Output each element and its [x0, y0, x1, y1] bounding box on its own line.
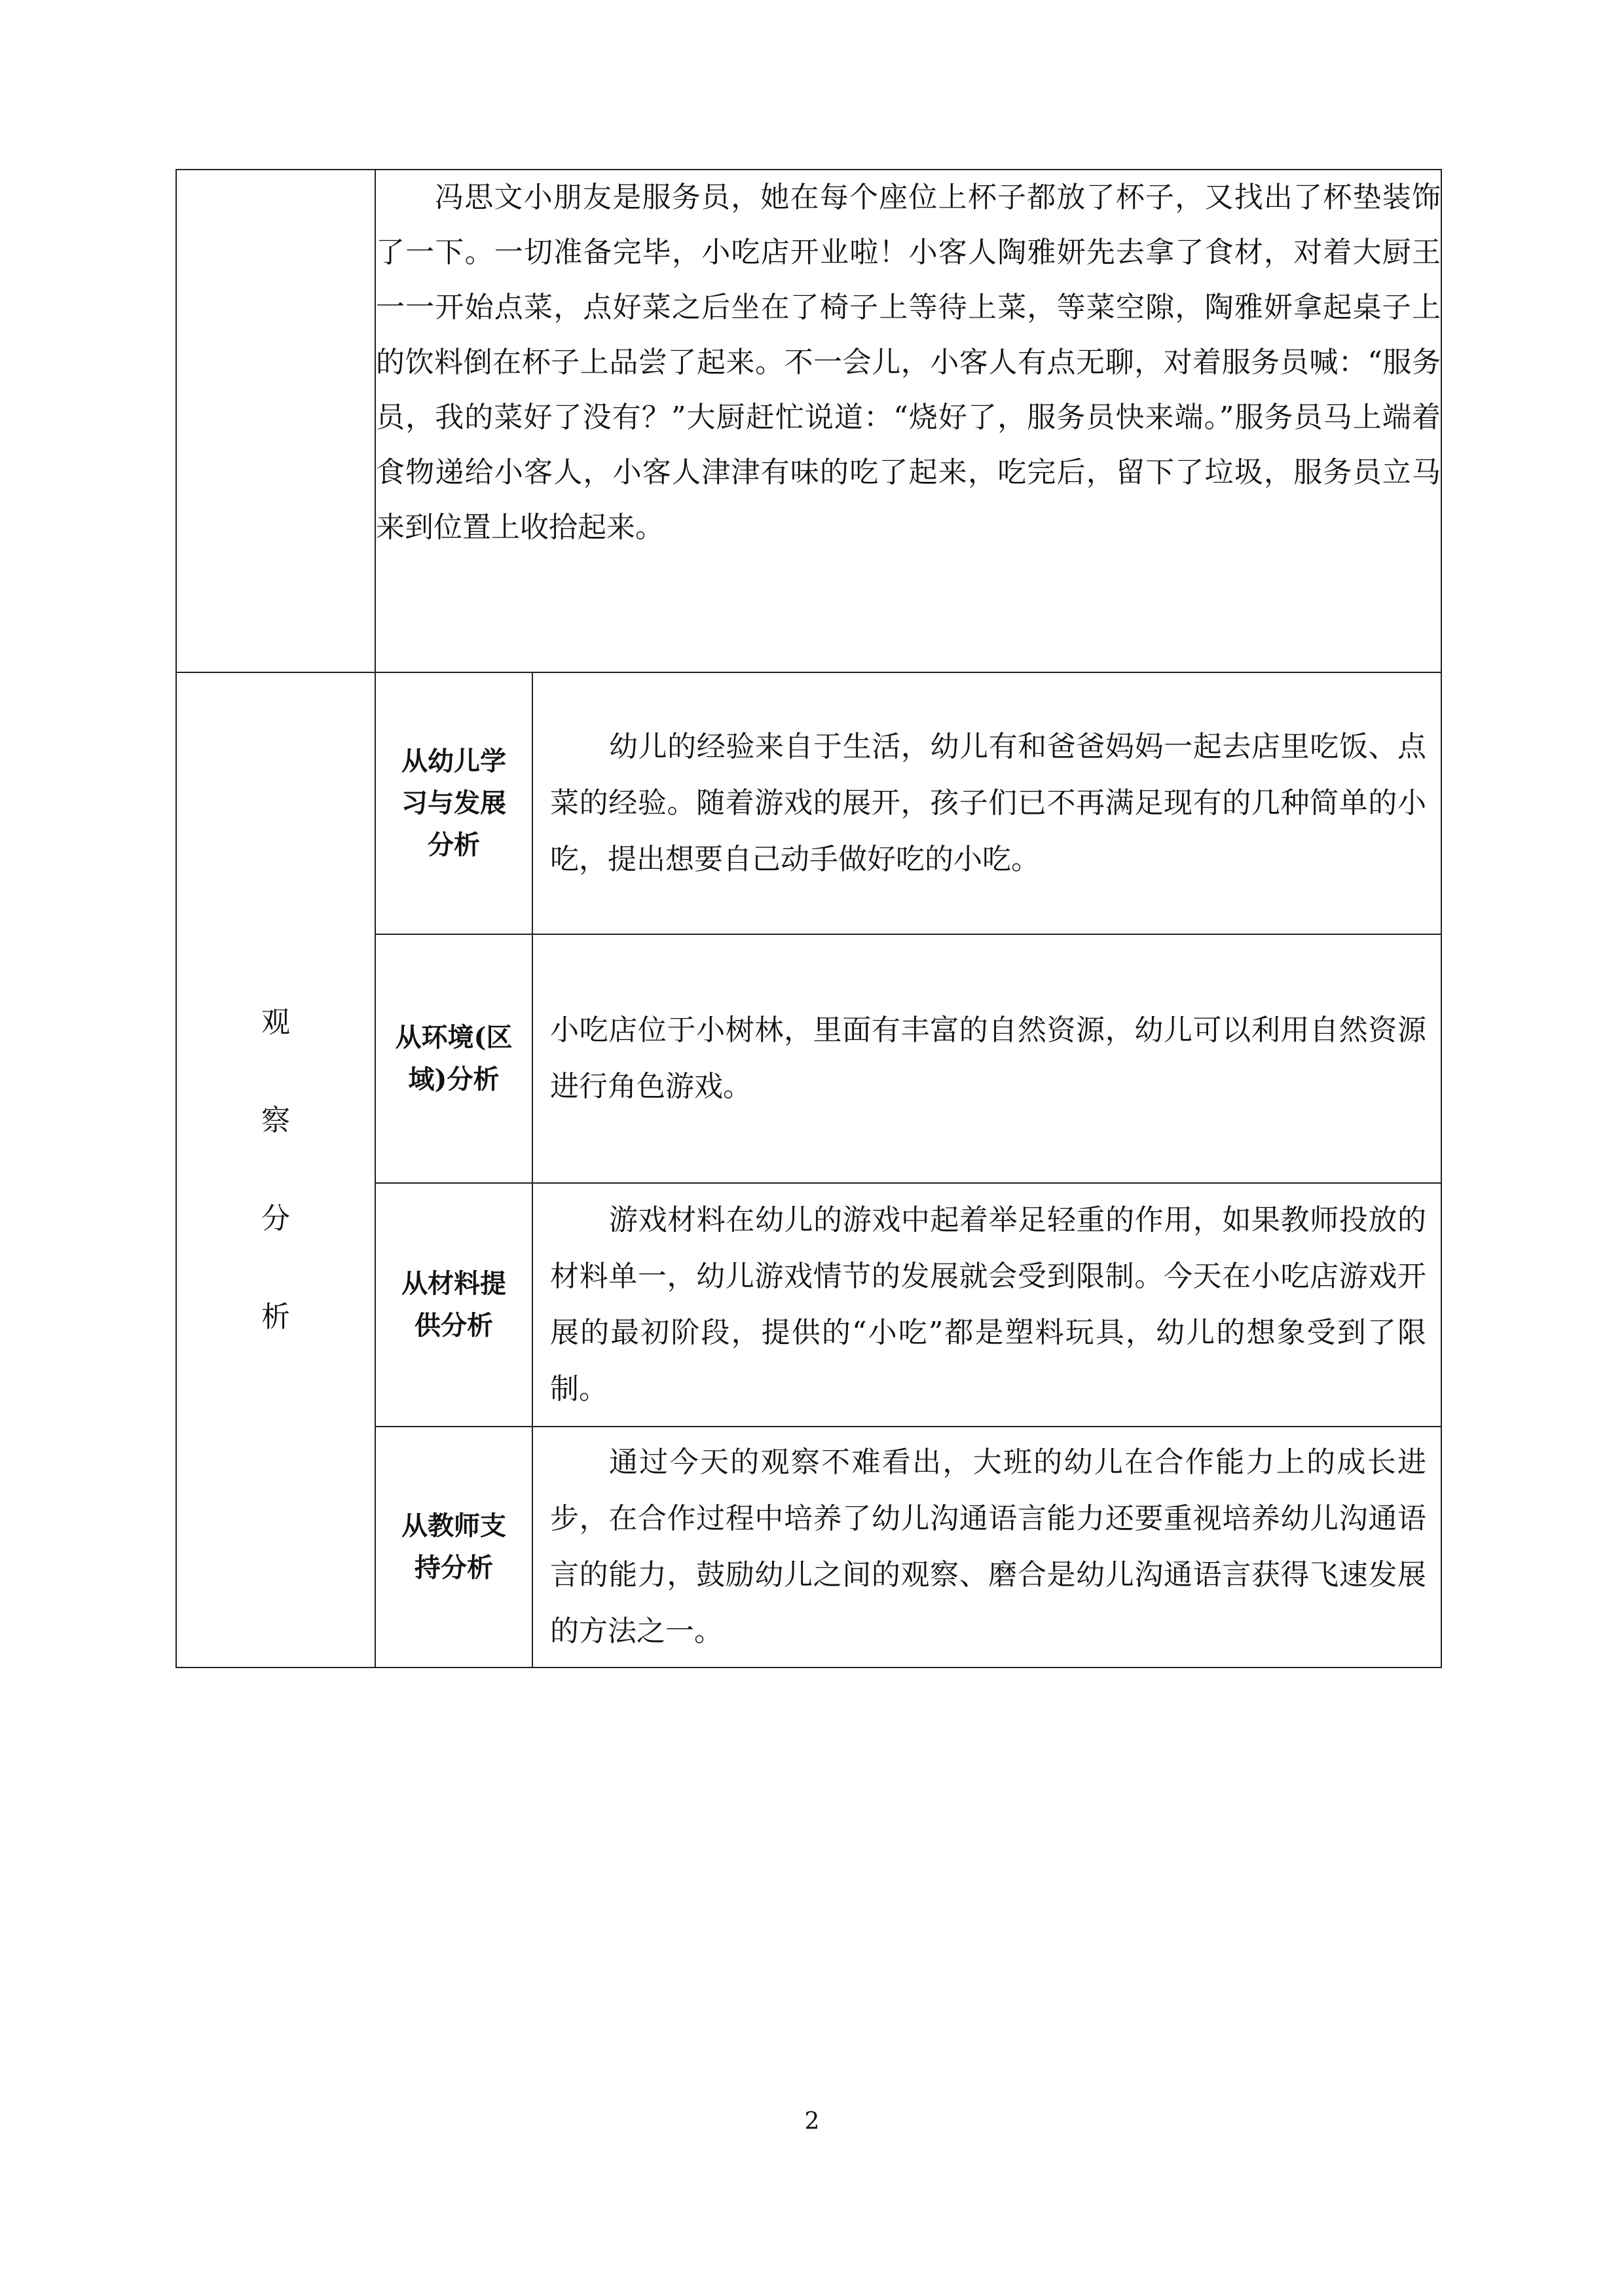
- section-label-char: 察: [261, 1104, 290, 1137]
- analysis-text-learning: 幼儿的经验来自于生活，幼儿有和爸爸妈妈一起去店里吃饭、点菜的经验。随着游戏的展开，孩子们已不再满足现有的几种简单的小吃，提出想要自己动手做好吃的小吃。: [532, 672, 1441, 934]
- section-label-char: 析: [261, 1300, 290, 1334]
- analysis-text-environment: 小吃店位于小树林，里面有丰富的自然资源，幼儿可以利用自然资源进行角色游戏。: [532, 934, 1441, 1183]
- analysis-text-teacher: 通过今天的观察不难看出，大班的幼儿在合作能力上的成长进步，在合作过程中培养了幼儿沟通语言能力还要重视培养幼儿沟通语言的能力，鼓励幼儿之间的观察、磨合是幼儿沟通语言获得飞速发展的方法之一。: [532, 1427, 1441, 1667]
- analysis-label-environment: 从环境(区 域)分析: [375, 934, 532, 1183]
- analysis-label-materials: 从材料提 供分析: [375, 1183, 532, 1427]
- observation-table: [175, 169, 1442, 1668]
- page-number: 2: [804, 2108, 820, 2135]
- analysis-label-learning: 从幼儿学 习与发展 分析: [375, 672, 532, 934]
- analysis-row-learning: [176, 672, 1441, 934]
- analysis-text-materials: 游戏材料在幼儿的游戏中起着举足轻重的作用，如果教师投放的材料单一，幼儿游戏情节的发展就会受到限制。今天在小吃店游戏开展的最初阶段，提供的“小吃”都是塑料玩具，幼儿的想象受到了限制。: [532, 1183, 1441, 1427]
- narrative-label-cell: [176, 170, 375, 672]
- section-label-char: 观: [261, 1006, 290, 1039]
- section-label-observation-analysis: [176, 672, 375, 1667]
- narrative-text: 冯思文小朋友是服务员，她在每个座位上杯子都放了杯子，又找出了杯垫装饰了一下。一切准备完毕，小吃店开业啦！小客人陶雅妍先去拿了食材，对着大厨王一一开始点菜，点好菜之后坐在了椅子上等待上菜，等菜空隙，陶雅妍拿起桌子上的饮料倒在杯子上品尝了起来。不一会儿，小客人有点无聊，对着服务员喊：“服务员，我的菜好了没有？”大厨赶忙说道：“烧好了，服务员快来端。”服务员马上端着食物递给小客人，小客人津津有味的吃了起来，吃完后，留下了垃圾，服务员立马来到位置上收拾起来。: [375, 170, 1441, 672]
- narrative-row: [176, 170, 1441, 672]
- section-label-char: 分: [261, 1202, 290, 1235]
- analysis-label-teacher: 从教师支 持分析: [375, 1427, 532, 1667]
